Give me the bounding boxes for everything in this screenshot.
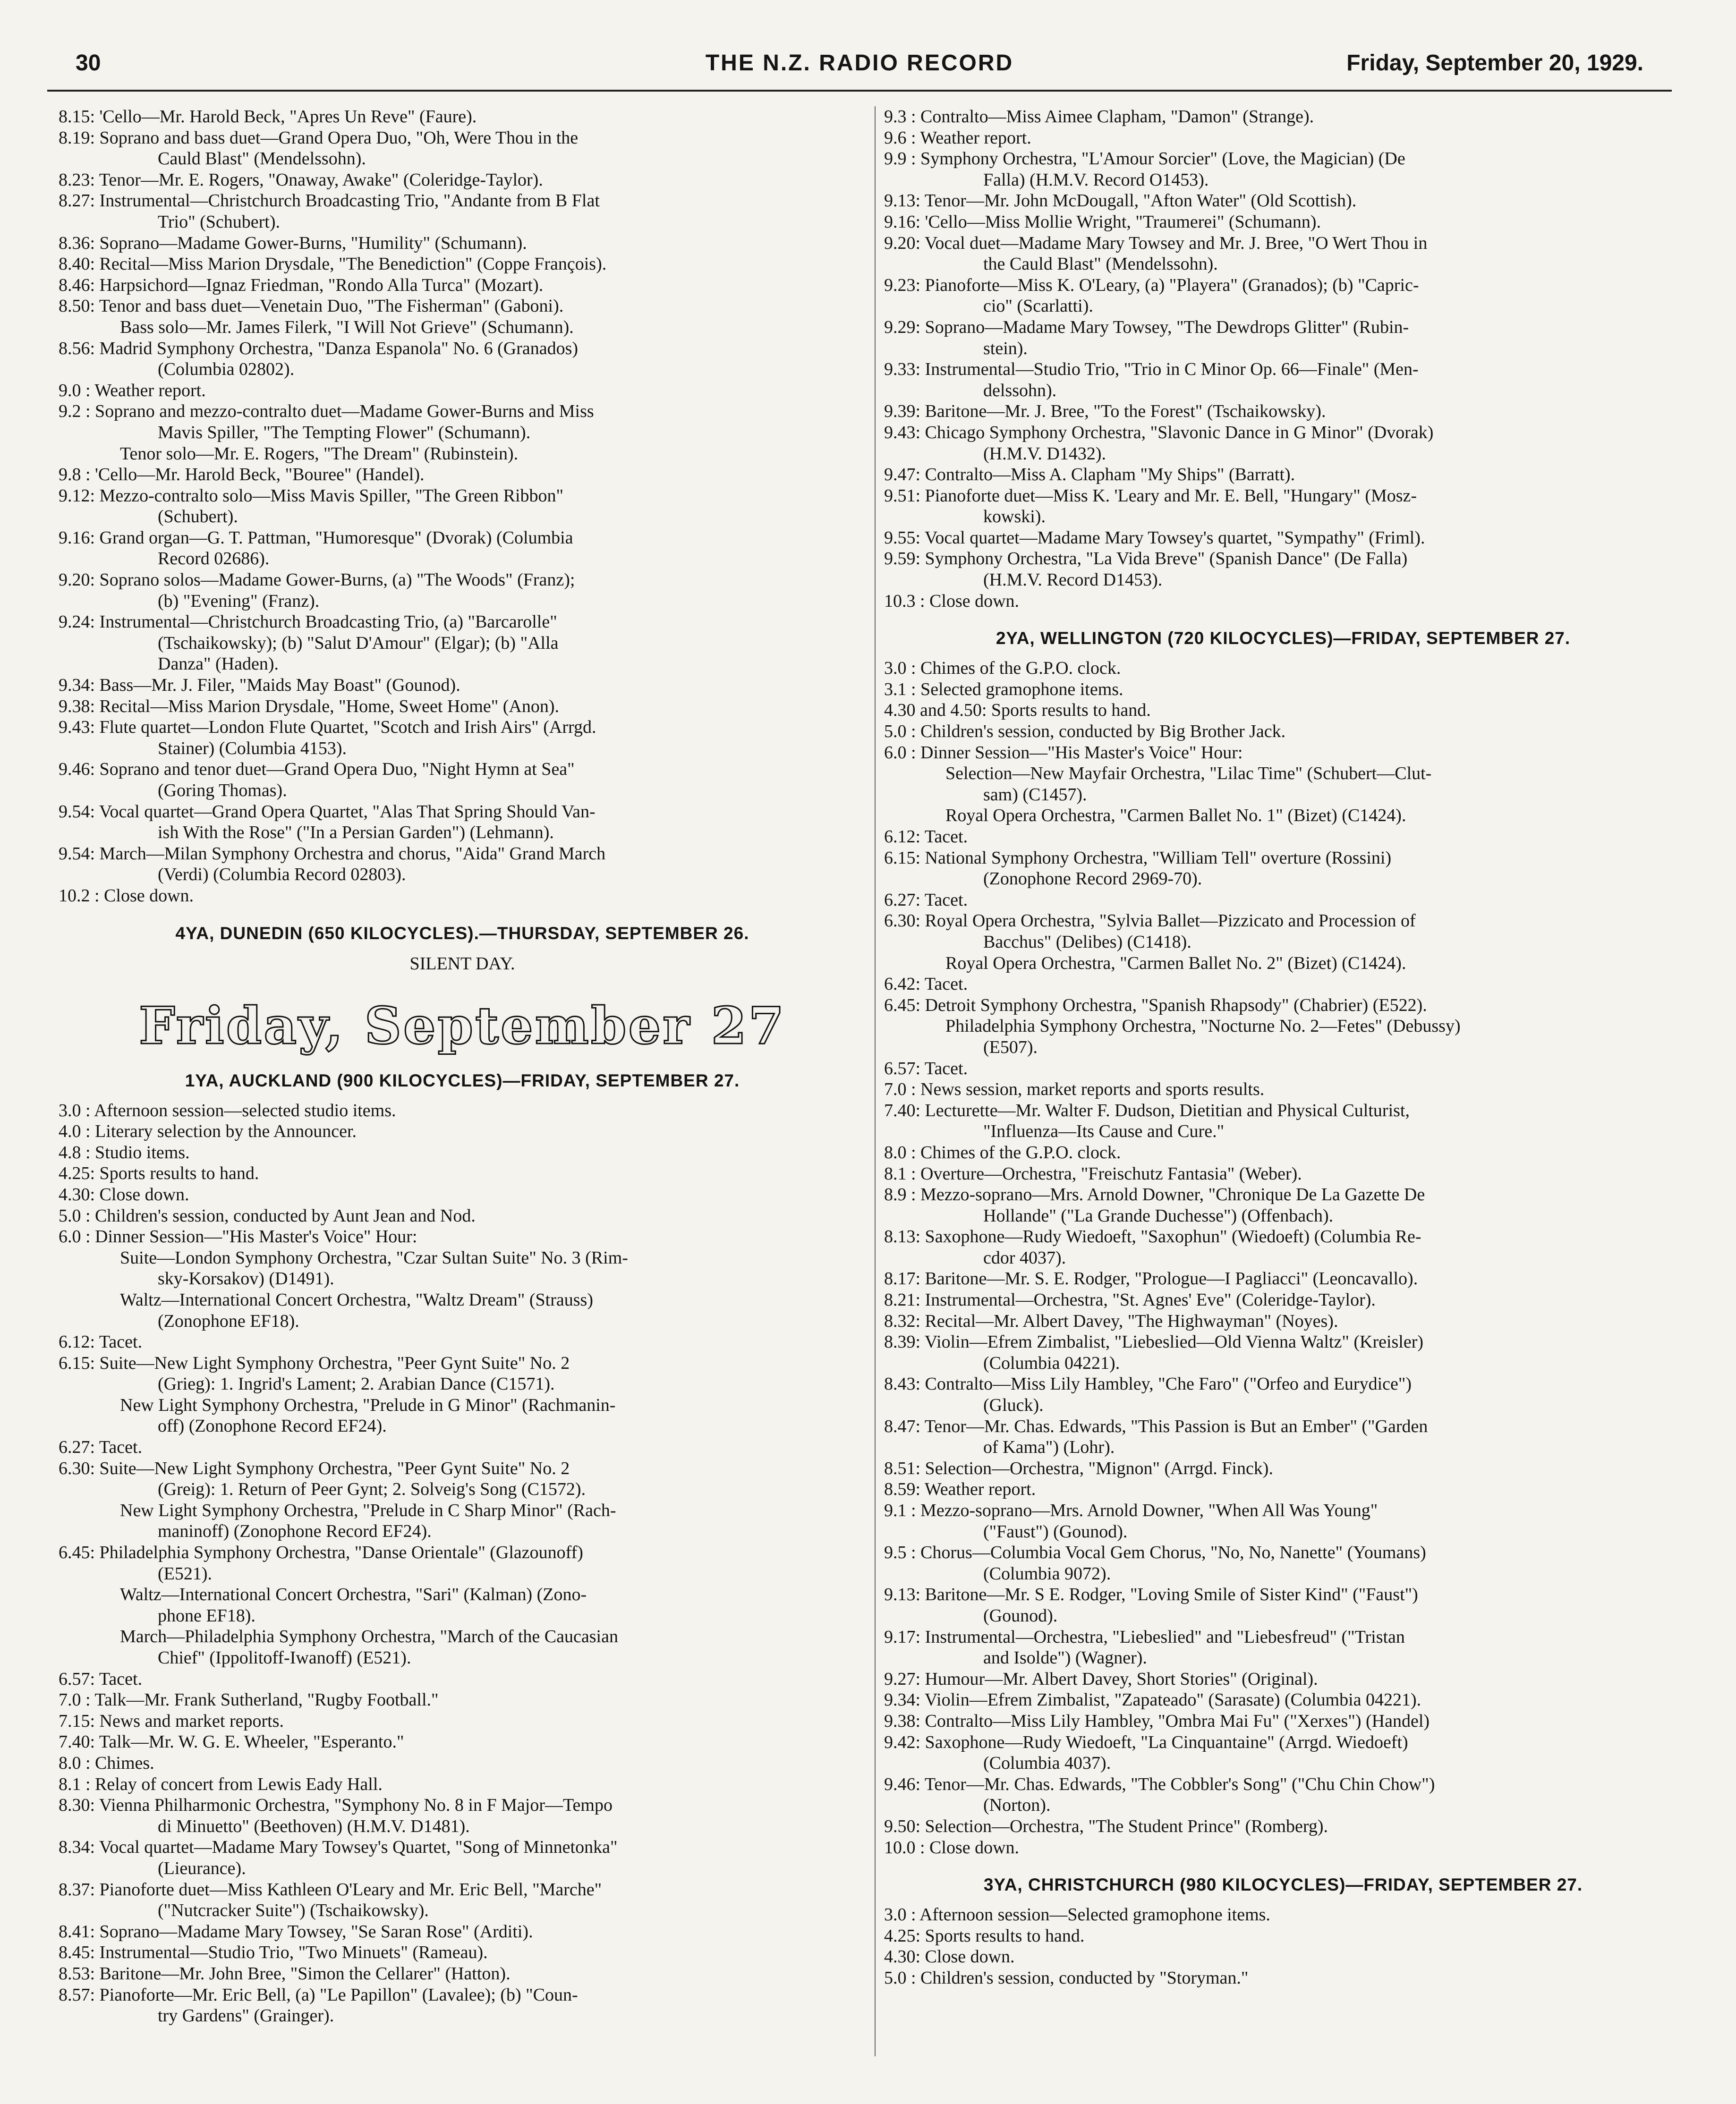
program-line: 7.40: Lecturette—Mr. Walter F. Dudson, Dietitian and Physical Culturist, xyxy=(884,1100,1410,1120)
program-line-continued: (Goring Thomas). xyxy=(158,781,287,800)
program-list xyxy=(59,106,866,907)
program-line: 9.54: March—Milan Symphony Orchestra and chorus, "Aida" Grand March xyxy=(59,843,606,864)
program-line: 9.38: Contralto—Miss Lily Hambley, "Ombra Mai Fu" ("Xerxes") (Handel) xyxy=(884,1711,1430,1731)
program-line: 8.36: Soprano—Madame Gower-Burns, "Humility" (Schumann). xyxy=(59,233,527,253)
program-line: 8.0 : Chimes. xyxy=(59,1753,154,1773)
program-line: 8.53: Baritone—Mr. John Bree, "Simon the Cellarer" (Hatton). xyxy=(59,1963,511,1984)
program-line: 9.50: Selection—Orchestra, "The Student Prince" (Romberg). xyxy=(884,1816,1328,1836)
program-line: 8.1 : Relay of concert from Lewis Eady Hall. xyxy=(59,1774,383,1794)
program-line-continued: di Minuetto" (Beethoven) (H.M.V. D1481). xyxy=(158,1816,470,1836)
program-line: 9.9 : Symphony Orchestra, "L'Amour Sorcier" (Love, the Magician) (De xyxy=(884,149,1405,169)
program-line-continued: (H.M.V. D1432). xyxy=(983,443,1106,464)
program-line-continued: try Gardens" (Grainger). xyxy=(158,2006,334,2026)
program-line: 9.24: Instrumental—Christchurch Broadcasting Trio, (a) "Barcarolle" xyxy=(59,612,557,632)
program-line: 9.5 : Chorus—Columbia Vocal Gem Chorus, "No, No, Nanette" (Youmans) xyxy=(884,1543,1426,1563)
program-line: 8.57: Pianoforte—Mr. Eric Bell, (a) "Le Papillon" (Lavalee); (b) "Coun- xyxy=(59,1985,578,2005)
program-line: 8.40: Recital—Miss Marion Drysdale, "The Benediction" (Coppe François). xyxy=(59,254,607,274)
program-line: 9.6 : Weather report. xyxy=(884,127,1031,148)
program-line-continued: (Columbia 9072). xyxy=(983,1563,1111,1584)
program-line: 8.50: Tenor and bass duet—Venetain Duo, "The Fisherman" (Gaboni). xyxy=(59,296,564,316)
program-line: 8.27: Instrumental—Christchurch Broadcasting Trio, "Andante from B Flat xyxy=(59,191,600,211)
program-line: 8.23: Tenor—Mr. E. Rogers, "Onaway, Awake" (Coleridge-Taylor). xyxy=(59,170,543,190)
program-line-continued: phone EF18). xyxy=(158,1605,255,1626)
program-line: 6.27: Tacet. xyxy=(59,1437,143,1458)
program-line: 8.41: Soprano—Madame Mary Towsey, "Se Saran Rose" (Arditi). xyxy=(59,1921,533,1942)
program-line-continued: (Zonophone Record 2969-70). xyxy=(983,869,1202,889)
program-line: 9.51: Pianoforte duet—Miss K. 'Leary and Mr. E. Bell, "Hungary" (Mosz- xyxy=(884,485,1417,506)
program-line-continued: ("Nutcracker Suite") (Tschaikowsky). xyxy=(158,1900,429,1921)
silent-day-note: SILENT DAY. xyxy=(409,953,515,974)
program-line: 9.23: Pianoforte—Miss K. O'Leary, (a) "Playera" (Granados); (b) "Capric- xyxy=(884,275,1419,295)
program-line: 4.30: Close down. xyxy=(884,1947,1015,1967)
program-line: 6.27: Tacet. xyxy=(884,890,968,910)
program-line: 7.15: News and market reports. xyxy=(59,1711,284,1731)
program-line: 9.16: Grand organ—G. T. Pattman, "Humoresque" (Dvorak) (Columbia xyxy=(59,527,573,548)
program-line: 6.57: Tacet. xyxy=(884,1058,968,1078)
program-line-continued: Trio" (Schubert). xyxy=(158,212,280,232)
program-line-continued: "Influenza—Its Cause and Cure." xyxy=(983,1121,1225,1142)
program-line: 8.19: Soprano and bass duet—Grand Opera Duo, "Oh, Were Thou in the xyxy=(59,127,579,148)
program-line: 6.15: National Symphony Orchestra, "William Tell" overture (Rossini) xyxy=(884,848,1392,868)
program-line-continued: cio" (Scarlatti). xyxy=(983,296,1093,316)
program-line-continued: Selection—New Mayfair Orchestra, "Lilac Time" (Schubert—Clut- xyxy=(945,764,1432,784)
program-line-continued: Record 02686). xyxy=(158,549,270,569)
program-line: 9.27: Humour—Mr. Albert Davey, Short Stories" (Original). xyxy=(884,1669,1318,1689)
program-line-continued: (Columbia 04221). xyxy=(983,1353,1120,1373)
program-line: 9.0 : Weather report. xyxy=(59,380,206,400)
program-line: 8.56: Madrid Symphony Orchestra, "Danza Espanola" No. 6 (Granados) xyxy=(59,338,579,358)
column-divider xyxy=(875,106,876,2056)
program-line-continued: Waltz—International Concert Orchestra, "Sari" (Kalman) (Zono- xyxy=(120,1585,587,1605)
program-line: 8.43: Contralto—Miss Lily Hambley, "Che Faro" ("Orfeo and Eurydice") xyxy=(884,1374,1412,1394)
program-line: 6.30: Royal Opera Orchestra, "Sylvia Ballet—Pizzicato and Procession of xyxy=(884,911,1416,931)
program-line-continued: off) (Zonophone Record EF24). xyxy=(158,1416,387,1436)
auckland-heading: 1YA, AUCKLAND (900 KILOCYCLES)—FRIDAY, SEPTEMBER 27. xyxy=(185,1070,740,1090)
program-line-continued: ish With the Rose" ("In a Persian Garden") (Lehmann). xyxy=(158,823,554,843)
page-number: 30 xyxy=(76,51,101,76)
program-line: 6.45: Philadelphia Symphony Orchestra, "Danse Orientale" (Glazounoff) xyxy=(59,1543,583,1563)
program-line: 8.17: Baritone—Mr. S. E. Rodger, "Prologue—I Pagliacci" (Leoncavallo). xyxy=(884,1269,1418,1289)
wellington-heading: 2YA, WELLINGTON (720 KILOCYCLES)—FRIDAY, SEPTEMBER 27. xyxy=(996,628,1571,648)
program-line-continued: (Norton). xyxy=(983,1795,1051,1816)
program-line: 8.15: 'Cello—Mr. Harold Beck, "Apres Un Reve" (Faure). xyxy=(59,107,477,127)
program-line: 4.30 and 4.50: Sports results to hand. xyxy=(884,700,1151,721)
issue-date: Friday, September 20, 1929. xyxy=(1346,51,1643,76)
program-line: 4.25: Sports results to hand. xyxy=(59,1163,259,1184)
dunedin-heading: 4YA, DUNEDIN (650 KILOCYCLES).—THURSDAY, SEPTEMBER 26. xyxy=(175,923,749,943)
program-line: 8.34: Vocal quartet—Madame Mary Towsey's Quartet, "Song of Minnetonka" xyxy=(59,1837,618,1858)
program-line: 9.13: Baritone—Mr. S E. Rodger, "Loving Smile of Sister Kind" ("Faust") xyxy=(884,1585,1418,1605)
program-line-continued: ("Faust") (Gounod). xyxy=(983,1521,1128,1542)
newspaper-title: THE N.Z. RADIO RECORD xyxy=(705,51,1014,76)
program-line: 4.0 : Literary selection by the Announcer. xyxy=(59,1121,357,1142)
program-line: 4.8 : Studio items. xyxy=(59,1142,190,1162)
program-line: 6.12: Tacet. xyxy=(884,827,968,847)
left-column xyxy=(59,106,866,2027)
day-title: Friday, September 27 xyxy=(139,996,786,1056)
program-line: 10.0 : Close down. xyxy=(884,1837,1020,1858)
program-line-continued: (E521). xyxy=(158,1563,213,1584)
program-line: 9.1 : Mezzo-soprano—Mrs. Arnold Downer, "When All Was Young" xyxy=(884,1501,1378,1520)
program-line-continued: (Greig): 1. Return of Peer Gynt; 2. Solveig's Song (C1572). xyxy=(158,1479,586,1500)
program-line-continued: (Columbia 02802). xyxy=(158,359,295,380)
program-list xyxy=(884,1904,1682,1988)
program-line: 8.37: Pianoforte duet—Miss Kathleen O'Leary and Mr. Eric Bell, "Marche" xyxy=(59,1879,602,1900)
program-line: 8.21: Instrumental—Orchestra, "St. Agnes' Eve" (Coleridge-Taylor). xyxy=(884,1290,1376,1310)
program-line-continued: (Schubert). xyxy=(158,507,238,527)
program-line: 6.45: Detroit Symphony Orchestra, "Spanish Rhapsody" (Chabrier) (E522). xyxy=(884,995,1427,1015)
program-line: 9.39: Baritone—Mr. J. Bree, "To the Forest" (Tschaikowsky). xyxy=(884,401,1326,422)
program-line-continued: Hollande" ("La Grande Duchesse") (Offenbach). xyxy=(983,1205,1334,1226)
program-line: 9.16: 'Cello—Miss Mollie Wright, "Traumerei" (Schumann). xyxy=(884,212,1321,232)
program-line: 8.45: Instrumental—Studio Trio, "Two Minuets" (Rameau). xyxy=(59,1943,488,1963)
program-line: 10.3 : Close down. xyxy=(884,591,1020,611)
program-line: 8.30: Vienna Philharmonic Orchestra, "Symphony No. 8 in F Major—Tempo xyxy=(59,1795,613,1816)
program-line: 8.39: Violin—Efrem Zimbalist, "Liebeslied—Old Vienna Waltz" (Kreisler) xyxy=(884,1332,1424,1352)
program-line: 9.34: Bass—Mr. J. Filer, "Maids May Boast" (Gounod). xyxy=(59,675,460,696)
program-line-continued: (b) "Evening" (Franz). xyxy=(158,591,320,611)
program-line: 9.8 : 'Cello—Mr. Harold Beck, "Bouree" (Handel). xyxy=(59,465,425,485)
program-line: 6.0 : Dinner Session—"His Master's Voice" Hour: xyxy=(884,742,1243,763)
program-line: 3.1 : Selected gramophone items. xyxy=(884,679,1123,699)
program-line: 9.59: Symphony Orchestra, "La Vida Breve" (Spanish Dance" (De Falla) xyxy=(884,549,1408,569)
program-line: 6.57: Tacet. xyxy=(59,1669,143,1689)
program-line-continued: Suite—London Symphony Orchestra, "Czar Sultan Suite" No. 3 (Rim- xyxy=(120,1247,628,1268)
christchurch-heading: 3YA, CHRISTCHURCH (980 KILOCYCLES)—FRIDAY, SEPTEMBER 27. xyxy=(983,1875,1583,1895)
program-line: 10.2 : Close down. xyxy=(59,885,194,906)
program-line-continued: Royal Opera Orchestra, "Carmen Ballet No. 2" (Bizet) (C1424). xyxy=(945,953,1406,973)
program-line: 6.0 : Dinner Session—"His Master's Voice" Hour: xyxy=(59,1227,417,1247)
program-line: 3.0 : Chimes of the G.P.O. clock. xyxy=(884,658,1121,679)
program-line: 6.15: Suite—New Light Symphony Orchestra, "Peer Gynt Suite" No. 2 xyxy=(59,1353,570,1373)
program-line: 9.2 : Soprano and mezzo-contralto duet—Madame Gower-Burns and Miss xyxy=(59,401,594,422)
program-line: 9.13: Tenor—Mr. John McDougall, "Afton Water" (Old Scottish). xyxy=(884,191,1357,211)
program-line: 8.9 : Mezzo-soprano—Mrs. Arnold Downer, "Chronique De La Gazette De xyxy=(884,1185,1425,1205)
program-line-continued: (Gounod). xyxy=(983,1605,1058,1626)
program-line: 6.12: Tacet. xyxy=(59,1332,143,1352)
right-column xyxy=(884,106,1682,1988)
program-line: 9.3 : Contralto—Miss Aimee Clapham, "Damon" (Strange). xyxy=(884,107,1314,127)
program-line: 3.0 : Afternoon session—Selected gramophone items. xyxy=(884,1905,1270,1925)
program-line: 8.32: Recital—Mr. Albert Davey, "The Highwayman" (Noyes). xyxy=(884,1311,1338,1331)
program-line: 7.40: Talk—Mr. W. G. E. Wheeler, "Esperanto." xyxy=(59,1732,404,1752)
program-line: 9.33: Instrumental—Studio Trio, "Trio in C Minor Op. 66—Finale" (Men- xyxy=(884,359,1419,380)
program-line-continued: Tenor solo—Mr. E. Rogers, "The Dream" (Rubinstein). xyxy=(120,443,519,464)
program-line-continued: Falla) (H.M.V. Record O1453). xyxy=(983,170,1209,190)
program-line: 6.30: Suite—New Light Symphony Orchestra, "Peer Gynt Suite" No. 2 xyxy=(59,1458,570,1478)
program-line-continued: New Light Symphony Orchestra, "Prelude in C Sharp Minor" (Rach- xyxy=(120,1500,616,1520)
program-line: 3.0 : Afternoon session—selected studio items. xyxy=(59,1100,396,1120)
program-line-continued: cdor 4037). xyxy=(983,1247,1066,1268)
program-line: 8.13: Saxophone—Rudy Wiedoeft, "Saxophun" (Wiedoeft) (Columbia Re- xyxy=(884,1227,1421,1247)
program-line: 9.34: Violin—Efrem Zimbalist, "Zapateado" (Sarasate) (Columbia 04221). xyxy=(884,1690,1421,1710)
program-line-continued: (Lieurance). xyxy=(158,1858,246,1878)
program-line: 8.0 : Chimes of the G.P.O. clock. xyxy=(884,1142,1121,1162)
program-line: 8.59: Weather report. xyxy=(884,1479,1036,1500)
program-line-continued: sam) (C1457). xyxy=(983,784,1087,805)
program-line: 9.17: Instrumental—Orchestra, "Liebeslied" and "Liebesfreud" ("Tristan xyxy=(884,1627,1405,1647)
program-line-continued: (Columbia 4037). xyxy=(983,1753,1111,1773)
program-line-continued: of Kama") (Lohr). xyxy=(983,1437,1115,1458)
program-line: 8.51: Selection—Orchestra, "Mignon" (Arrgd. Finck). xyxy=(884,1458,1273,1478)
program-line-continued: stein). xyxy=(983,338,1028,358)
program-line-continued: Bacchus" (Delibes) (C1418). xyxy=(983,932,1191,952)
program-line: 8.1 : Overture—Orchestra, "Freischutz Fantasia" (Weber). xyxy=(884,1163,1302,1184)
program-line-continued: Stainer) (Columbia 4153). xyxy=(158,738,347,758)
program-line-continued: Cauld Blast" (Mendelssohn). xyxy=(158,149,366,169)
program-line-continued: Mavis Spiller, "The Tempting Flower" (Schumann). xyxy=(158,422,531,442)
program-line-continued: Waltz—International Concert Orchestra, "Waltz Dream" (Strauss) xyxy=(120,1290,593,1310)
program-line-continued: (E507). xyxy=(983,1037,1038,1057)
program-line: 4.25: Sports results to hand. xyxy=(884,1926,1085,1946)
program-line-continued: (Verdi) (Columbia Record 02803). xyxy=(158,865,406,885)
program-line: 7.0 : Talk—Mr. Frank Sutherland, "Rugby Football." xyxy=(59,1690,439,1710)
program-line: 7.0 : News session, market reports and sports results. xyxy=(884,1079,1265,1100)
program-line: 9.43: Flute quartet—London Flute Quartet, "Scotch and Irish Airs" (Arrgd. xyxy=(59,717,596,738)
program-list xyxy=(884,658,1682,1858)
program-line: 5.0 : Children's session, conducted by Big Brother Jack. xyxy=(884,721,1286,742)
program-line: 5.0 : Children's session, conducted by Aunt Jean and Nod. xyxy=(59,1205,476,1226)
program-line-continued: sky-Korsakov) (D1491). xyxy=(158,1269,334,1289)
program-line: 9.46: Soprano and tenor duet—Grand Opera Duo, "Night Hymn at Sea" xyxy=(59,759,575,780)
program-list xyxy=(59,1100,866,2027)
program-line-continued: (Gluck). xyxy=(983,1395,1044,1416)
program-line-continued: March—Philadelphia Symphony Orchestra, "March of the Caucasian xyxy=(120,1627,618,1647)
program-line: 5.0 : Children's session, conducted by "Storyman." xyxy=(884,1968,1249,1988)
program-line: 8.46: Harpsichord—Ignaz Friedman, "Rondo Alla Turca" (Mozart). xyxy=(59,275,544,295)
program-line: 9.55: Vocal quartet—Madame Mary Towsey's quartet, "Sympathy" (Friml). xyxy=(884,527,1425,548)
program-line: 6.42: Tacet. xyxy=(884,974,968,994)
program-line-continued: maninoff) (Zonophone Record EF24). xyxy=(158,1521,432,1542)
program-line-continued: kowski). xyxy=(983,507,1046,527)
program-line: 9.47: Contralto—Miss A. Clapham "My Ships" (Barratt). xyxy=(884,465,1295,485)
program-line: 9.46: Tenor—Mr. Chas. Edwards, "The Cobbler's Song" ("Chu Chin Chow") xyxy=(884,1774,1435,1794)
program-line-continued: the Cauld Blast" (Mendelssohn). xyxy=(983,254,1218,274)
program-line: 9.43: Chicago Symphony Orchestra, "Slavonic Dance in G Minor" (Dvorak) xyxy=(884,422,1434,442)
program-line: 9.29: Soprano—Madame Mary Towsey, "The Dewdrops Glitter" (Rubin- xyxy=(884,317,1409,337)
program-line-continued: Bass solo—Mr. James Filerk, "I Will Not Grieve" (Schumann). xyxy=(120,317,574,337)
program-line-continued: Chief" (Ippolitoff-Iwanoff) (E521). xyxy=(158,1648,411,1668)
program-line-continued: (Grieg): 1. Ingrid's Lament; 2. Arabian Dance (C1571). xyxy=(158,1374,555,1394)
program-line: 9.38: Recital—Miss Marion Drysdale, "Home, Sweet Home" (Anon). xyxy=(59,696,560,716)
masthead-rule xyxy=(47,90,1672,92)
program-list xyxy=(884,106,1682,611)
program-line-continued: (Tschaikowsky); (b) "Salut D'Amour" (Elgar); (b) "Alla xyxy=(158,633,559,653)
program-line: 8.47: Tenor—Mr. Chas. Edwards, "This Passion is But an Ember" ("Garden xyxy=(884,1416,1428,1436)
program-line-continued: and Isolde") (Wagner). xyxy=(983,1648,1147,1668)
program-line-continued: delssohn). xyxy=(983,380,1057,400)
program-line: 4.30: Close down. xyxy=(59,1184,189,1205)
program-line-continued: New Light Symphony Orchestra, "Prelude in G Minor" (Rachmanin- xyxy=(120,1395,616,1415)
program-line: 9.54: Vocal quartet—Grand Opera Quartet, "Alas That Spring Should Van- xyxy=(59,801,596,822)
program-line: 9.12: Mezzo-contralto solo—Miss Mavis Spiller, "The Green Ribbon" xyxy=(59,485,564,506)
program-line: 9.42: Saxophone—Rudy Wiedoeft, "La Cinquantaine" (Arrgd. Wiedoeft) xyxy=(884,1732,1408,1752)
program-line-continued: Danza" (Haden). xyxy=(158,654,279,674)
program-line-continued: Philadelphia Symphony Orchestra, "Nocturne No. 2—Fetes" (Debussy) xyxy=(945,1016,1461,1036)
program-line-continued: Royal Opera Orchestra, "Carmen Ballet No. 1" (Bizet) (C1424). xyxy=(945,806,1406,826)
program-line: 9.20: Soprano solos—Madame Gower-Burns, (a) "The Woods" (Franz); xyxy=(59,570,575,590)
program-line-continued: (H.M.V. Record D1453). xyxy=(983,570,1163,590)
program-line: 9.20: Vocal duet—Madame Mary Towsey and Mr. J. Bree, "O Wert Thou in xyxy=(884,233,1428,253)
program-line-continued: (Zonophone EF18). xyxy=(158,1311,299,1331)
